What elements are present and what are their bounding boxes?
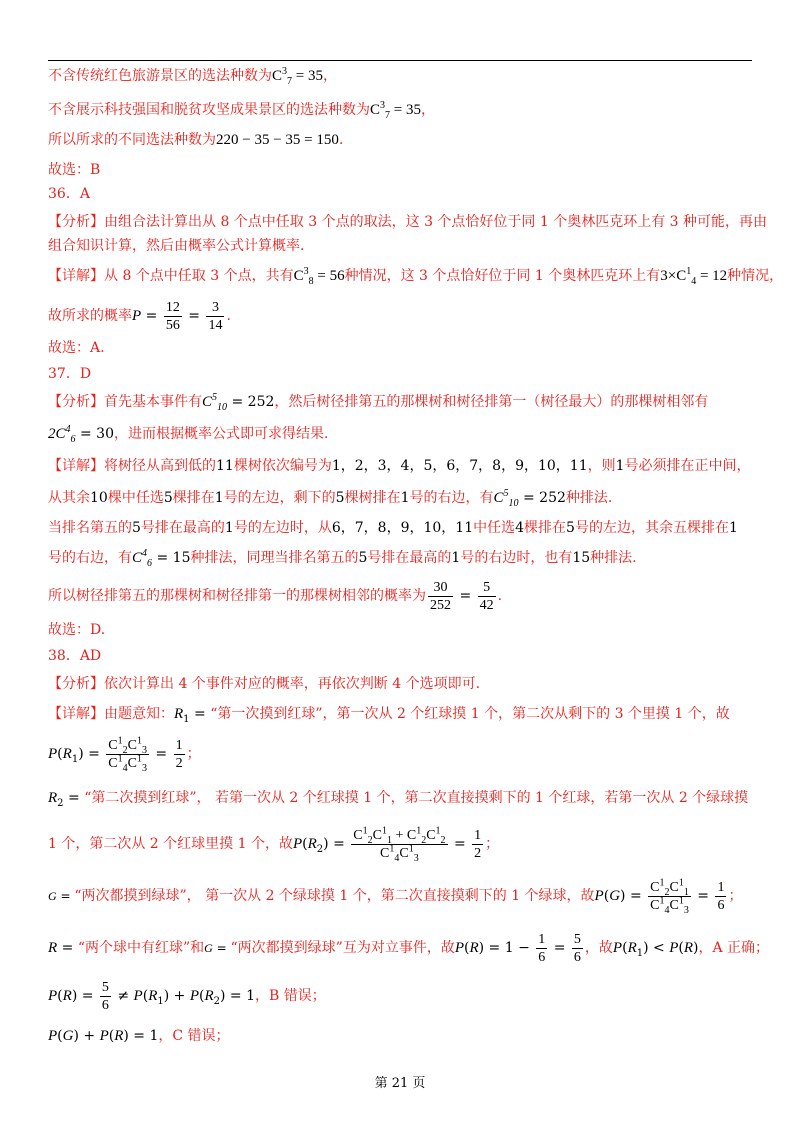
fraction: $\frac{5}{42}$ xyxy=(479,579,494,613)
analysis-line: 【分析】首先基本事件有$C^5_{10} = 252$，然后树径排第五的那棵树和树径排第一（树径最大）的那棵树相邻有 xyxy=(48,392,709,413)
formula-line: P(R) = $\frac{5}{6}$ ≠ $P(R_1) + P(R_2) = 1$，B 错误； xyxy=(48,979,326,1013)
detail-line: 从其余10棵中任选5棵排在1号的左边，剩下的5棵树排在1号的右边，有$C^5_{10} = 252$种排法. xyxy=(48,488,613,509)
fraction: $\frac{5}{6}$ xyxy=(573,931,581,965)
detail-line: 当排名第五的5号排在最高的1号的左边时，从6，7，8，9，10，11中任选4棵排在5号的左边，其余五棵排在1 xyxy=(48,520,738,536)
fraction: $\frac{C^1_2C^1_1}{C^1_4C^1_3}$ xyxy=(650,876,689,916)
detail-line: 【详解】从 8 个点中任取 3 个点，共有$C^3_8 = 56$种情况，这 3 个点恰好位于同 1 个奥林匹克环上有$3\times C^1_4 = 12$种情况， xyxy=(48,266,784,287)
fraction: $\frac{C^1_2C^1_3}{C^1_4C^1_3}$ xyxy=(108,734,147,774)
formula-line: R = “两个球中有红球”和G = “两次都摸到绿球”互为对立事件，故P(R) = 1 − $\frac{1}{6}$ = $\frac{5}{6}$ ，故$P(R_1) < P(R)$，A 正确； xyxy=(48,931,770,965)
text-line: 不含展示科技强国和脱贫攻坚成果景区的选法种数为$C^3_7 = 35$， xyxy=(48,100,435,121)
text-line: 不含传统红色旅游景区的选法种数为$C^3_7 = 35$， xyxy=(48,66,337,87)
question-number: 36．A xyxy=(48,186,90,202)
formula-line: $P(R_1)$ = $\frac{C^1_2C^1_3}{C^1_4C^1_3}$ = $\frac{1}{2}$ ； xyxy=(48,734,201,774)
analysis-line: 【分析】依次计算出 4 个事件对应的概率，再依次判断 4 个选项即可. xyxy=(48,676,481,692)
detail-line: 号的右边，有$C^4_6 = 15$种排法，同理当排名第五的5号排在最高的1号的右边时，也有15种排法. xyxy=(48,548,637,569)
header-rule xyxy=(48,60,752,61)
text-line: 所以树径排第五的那棵树和树径排第一的那棵树相邻的概率为 $\frac{30}{252}$ = $\frac{5}{42}$ . xyxy=(48,579,503,613)
formula-line: P(G) + P(R) = 1，C 错误； xyxy=(48,1028,230,1044)
formula-line: 1 个，第二次从 2 个红球里摸 1 个，故$P(R_2)$ = $\frac{C^1_2C^1_1 + C^1_2C^1_2}{C^1_4C^1_3}$ = $\frac{1}{2}$ ； xyxy=(48,824,500,864)
question-number: 38．AD xyxy=(48,648,102,664)
detail-line: $R_2$ = “第二次摸到红球”， 若第一次从 2 个红球摸 1 个，第二次直接摸剩下的 1 个红球，若第一次从 2 个绿球摸 xyxy=(48,790,749,809)
detail-line: 【详解】将树径从高到低的11棵树依次编号为1，2，3，4，5，6，7，8，9，10，11，则1号必须排在正中间， xyxy=(48,458,751,474)
fraction: $\frac{C^1_2C^1_1 + C^1_2C^1_2}{C^1_4C^1_3}$ xyxy=(353,824,446,864)
analysis-line: 【分析】由组合法计算出从 8 个点中任取 3 个点的取法，这 3 个点恰好位于同 1 个奥林匹克环上有 3 种可能，再由 xyxy=(48,214,768,230)
page-number: 第 21 页 xyxy=(374,1076,426,1091)
text-line: 故选：A. xyxy=(48,340,105,356)
detail-line: 【详解】由题意知：$R_1$ = “第一次摸到红球”，第一次从 2 个红球摸 1 个，第二次从剩下的 3 个里摸 1 个，故 xyxy=(48,706,730,725)
fraction: $\frac{5}{6}$ xyxy=(101,979,109,1013)
text-line: 故选：B xyxy=(48,162,101,178)
text-line: 故所求的概率P = $\frac{12}{56}$ = $\frac{3}{14}$ . xyxy=(48,299,231,333)
analysis-line: 组合知识计算，然后由概率公式计算概率. xyxy=(48,238,305,254)
question-number: 37．D xyxy=(48,366,92,382)
formula-line: G = “两次都摸到绿球”， 第一次从 2 个绿球摸 1 个，第二次直接摸剩下的 1 个绿球，故P(G) = $\frac{C^1_2C^1_1}{C^1_4C^1_3}$ = $\frac{1}{6}$ ； xyxy=(48,876,743,916)
fraction: $\frac{1}{6}$ xyxy=(538,931,546,965)
fraction: $\frac{1}{6}$ xyxy=(717,879,725,913)
fraction: $\frac{12}{56}$ xyxy=(165,299,180,333)
text-line: 故选：D. xyxy=(48,622,106,638)
fraction: $\frac{1}{2}$ xyxy=(175,737,183,771)
fraction: $\frac{3}{14}$ xyxy=(208,299,223,333)
fraction: $\frac{1}{2}$ xyxy=(474,827,482,861)
analysis-line: $2C^4_6 = 30$，进而根据概率公式即可求得结果. xyxy=(48,424,329,445)
fraction: $\frac{30}{252}$ xyxy=(430,579,451,613)
text-line: 所以所求的不同选法种数为220 − 35 − 35 = 150. xyxy=(48,132,344,148)
